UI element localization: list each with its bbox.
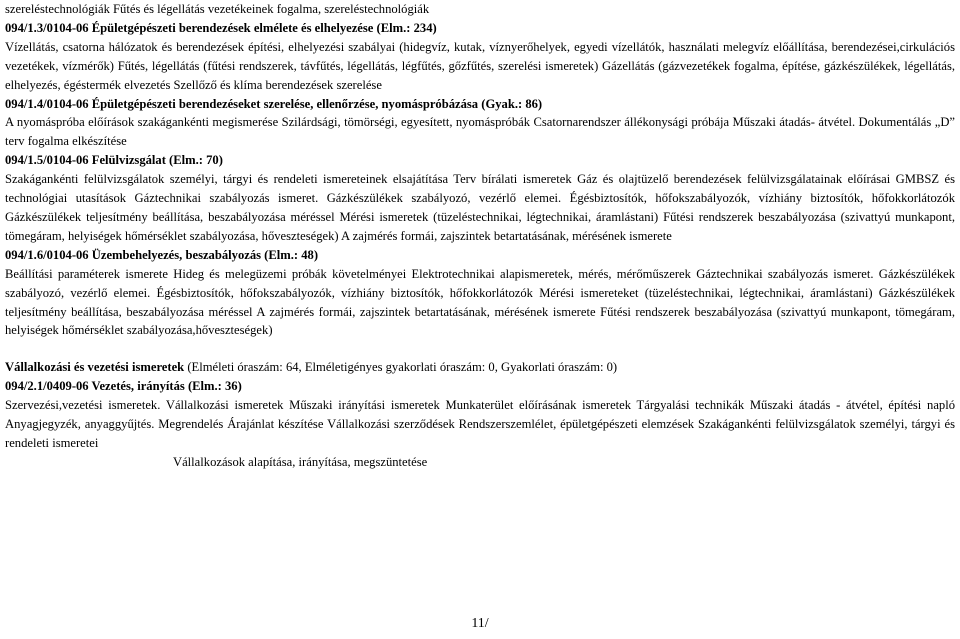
paragraph-gap bbox=[5, 340, 955, 358]
paragraph-2-1: Szervezési,vezetési ismeretek. Vállalkozási ismeretek Műszaki irányítási ismeretek Munkaterület előírásának ismeretek Tárgyalási technikák Műszaki átadás - átvétel, építési napló Anyagjegyzék, anyaggyűjtés. Megrendelés Árajánlat készítése Vállalkozási szerződések Rendszerszemlélet, épületgépészeti elemzések Szakágankénti felülvizsgálatok személyi, tárgyi és rendeleti ismeretei bbox=[5, 398, 955, 450]
paragraph-1-4: A nyomáspróba előírások szakágankénti megismerése Szilárdsági, tömörségi, egyesített, nyomáspróbák Csatornarendszer állékonysági próbája Műszaki átadás- átvétel. Dokumentálás „D” terv fogalma elkészítése bbox=[5, 115, 955, 149]
paragraph-1-6: Beállítási paraméterek ismerete Hideg és melegüzemi próbák követelményei Elektrotechnikai alapismeretek, mérés, mérőműszerek Gáztechnikai szabályozás ismeret. Gázkészülékek szabályozó, vezérlő elemei. Égésbiztosítók, hőfokszabályozók, vízhiány biztosítók, hőfokkorlátozók Mérési ismereteket (tüzeléstechnikai, légtechnikai, áramlástani) Gázkészülékek teljesítmény beállítása, beszabályozása méréssel A zajmérés formái, zajszintek betartatásának, mérésének ismerete Fűtési rendszerek beszabályozása (szivattyú munkapont, tömegáram, helyiségek hőmérséklet szabályozása,hőveszteségek) bbox=[5, 266, 955, 338]
section-heading-2-1: 094/2.1/0409-06 Vezetés, irányítás (Elm.: 36) bbox=[5, 379, 242, 394]
section-heading-1-5: 094/1.5/0104-06 Felülvizsgálat (Elm.: 70) bbox=[5, 153, 223, 168]
paragraph-1-3: Vízellátás, csatorna hálózatok és berendezések építési, elhelyezési szabályai (hidegvíz, kutak, víznyerőhelyek, egyedi vízellátók, használati melegvíz előállítása, berendezései,cirkulációs vezetékek, vízmérők) Fűtés, légellátás (fűtési rendszerek, távfűtés, légellátás, légfűtés, gőzfűtés, szerelési ismeretek) Gázellátás (gázvezetékek fogalma, építése, gázkészülékek, légellátás, elhelyezés, égéstermék elvezetés Szellőző és klíma berendezések szerelése bbox=[5, 39, 955, 92]
paragraph-2-1-extra: Vállalkozások alapítása, irányítása, megszüntetése bbox=[173, 454, 428, 469]
section-heading-1-3: 094/1.3/0104-06 Épületgépészeti berendezések elmélete és elhelyezése (Elm.: 234) bbox=[5, 20, 437, 35]
module-heading bbox=[5, 358, 955, 377]
paragraph-1-5: Szakágankénti felülvizsgálatok személyi, tárgyi és rendeleti ismereteinek elsajátítása Terv bírálati ismeretek Gáz és olajtüzelő berendezések felülvizsgálatainak előírásai GMBSZ és technológiai utasítások Gáztechnikai szabályozás ismeret. Gázkészülékek szabályozó, vezérlő elemei. Égésbiztosítók, hőfokszabályozók, vízhiány biztosítók, hőfokkorlátozók Gázkészülékek teljesítmény beállítása, beszabályozása méréssel Mérési ismeretek (tüzeléstechnikai, légtechnikai, áramlástani) Fűtési rendszerek beszabályozása (szivattyú munkapont, tömegáram, helyiségek hőmérséklet szabályozása, hőveszteségek) A zajmérés formái, zajszintek betartatásának, mérésének ismerete bbox=[5, 172, 955, 243]
page-number: 11/ bbox=[471, 616, 489, 631]
section-heading-1-4: 094/1.4/0104-06 Épületgépészeti berendezéseket szerelése, ellenőrzése, nyomáspróbázása (Gyak.: 86) bbox=[5, 96, 543, 111]
module-hours: (Elméleti óraszám: 64, Elméletigényes gyakorlati óraszám: 0, Gyakorlati óraszám: 0) bbox=[184, 360, 618, 375]
document-page bbox=[5, 0, 955, 472]
text-line-intro: szereléstechnológiák Fűtés és légellátás vezetékeinek fogalma, szereléstechnológiák bbox=[5, 2, 430, 16]
module-title: Vállalkozási és vezetési ismeretek bbox=[5, 360, 185, 375]
section-heading-1-6: 094/1.6/0104-06 Üzembehelyezés, beszabályozás (Elm.: 48) bbox=[5, 247, 319, 262]
